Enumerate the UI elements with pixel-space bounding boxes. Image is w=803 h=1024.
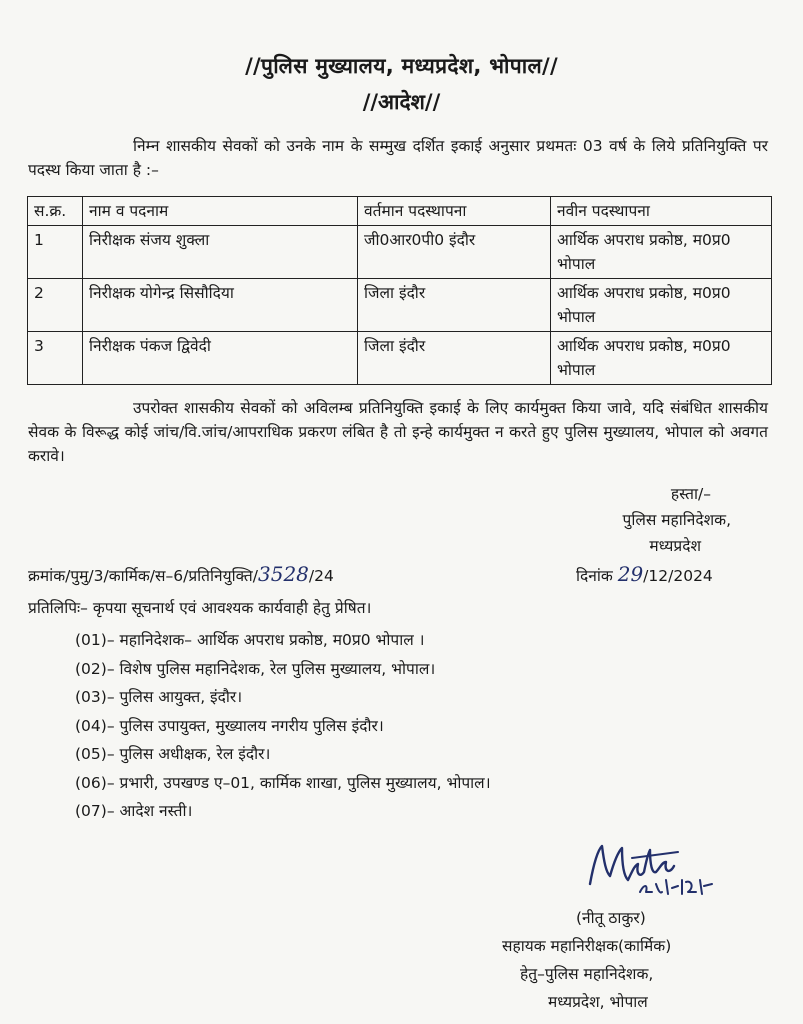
cell-sno: 3 (28, 332, 83, 385)
copy-to-list (75, 626, 715, 826)
list-item: (01)– महानिदेशक– आर्थिक अपराध प्रकोष्ठ, म0प्र0 भोपाल । (75, 631, 425, 649)
reference-line (28, 562, 748, 586)
signatory-designation: सहायक महानिरीक्षक(कार्मिक) (502, 937, 672, 955)
order-heading: //आदेश// (362, 90, 441, 114)
posting-table (27, 196, 772, 385)
cell-new: आर्थिक अपराध प्रकोष्ठ, म0प्र0 भोपाल (551, 332, 772, 385)
reference-suffix: /24 (308, 567, 334, 585)
cell-name: निरीक्षक योगेन्द्र सिसौदिया (83, 279, 358, 332)
handwritten-signature (582, 832, 722, 902)
col-header-sno: स.क्र. (28, 197, 83, 226)
cell-sno: 1 (28, 226, 83, 279)
table-row (28, 279, 772, 332)
dg-designation: पुलिस महानिदेशक, (622, 511, 731, 529)
reference-number: 3528 (258, 562, 309, 586)
office-heading: //पुलिस मुख्यालय, मध्यप्रदेश, भोपाल// (245, 54, 558, 78)
intro-paragraph: निम्न शासकीय सेवकों को उनके नाम के सम्मुख दर्शित इकाई अनुसार प्रथमतः 03 वर्ष के लिये प्रतिनियुक्ति पर पदस्थ किया जाता है :– (28, 137, 768, 179)
date-rest: /12/2024 (643, 567, 713, 585)
signatory-place: मध्यप्रदेश, भोपाल (548, 993, 648, 1011)
cell-current: जिला इंदौर (358, 332, 551, 385)
date-label: दिनांक (576, 567, 613, 585)
signatory-on-behalf: हेतु–पुलिस महानिदेशक, (520, 965, 654, 983)
list-item: (07)– आदेश नस्ती। (75, 802, 193, 820)
order-date (576, 562, 713, 586)
instruction-paragraph: उपरोक्त शासकीय सेवकों को अविलम्ब प्रतिनियुक्ति इकाई के लिए कार्यमुक्त किया जावे, यदि संबंधित शासकीय सेवक के विरूद्ध कोई जांच/वि.जांच/आपराधिक प्रकरण लंबित है तो इन्हे कार्यमुक्त न करते हुए पुलिस मुख्यालय, भोपाल को अवगत करावे। (28, 399, 768, 465)
col-header-current: वर्तमान पदस्थापना (358, 197, 551, 226)
list-item: (03)– पुलिस आयुक्त, इंदौर। (75, 688, 243, 706)
cell-new: आर्थिक अपराध प्रकोष्ठ, म0प्र0 भोपाल (551, 226, 772, 279)
list-item: (05)– पुलिस अधीक्षक, रेल इंदौर। (75, 745, 271, 763)
table-row (28, 332, 772, 385)
table-header-row (28, 197, 772, 226)
cell-name: निरीक्षक संजय शुक्ला (83, 226, 358, 279)
dg-state: मध्यप्रदेश (649, 537, 701, 555)
list-item: (06)– प्रभारी, उपखण्ड ए–01, कार्मिक शाखा, पुलिस मुख्यालय, भोपाल। (75, 773, 491, 792)
col-header-name: नाम व पदनाम (83, 197, 358, 226)
date-day: 29 (617, 562, 644, 586)
signed-mark: हस्ता/– (670, 485, 711, 503)
cell-current: जी0आर0पी0 इंदौर (358, 226, 551, 279)
list-item: (02)– विशेष पुलिस महानिदेशक, रेल पुलिस मुख्यालय, भोपाल। (75, 659, 436, 678)
reference-prefix: क्रमांक/पुमु/3/कार्मिक/स–6/प्रतिनियुक्ति/ (28, 567, 258, 585)
col-header-new: नवीन पदस्थापना (551, 197, 772, 226)
cell-current: जिला इंदौर (358, 279, 551, 332)
list-item: (04)– पुलिस उपायुक्त, मुख्यालय नगरीय पुलिस इंदौर। (75, 716, 384, 735)
copy-to-heading: प्रतिलिपिः– कृपया सूचनार्थ एवं आवश्यक कार्यवाही हेतु प्रेषित। (28, 599, 372, 617)
cell-sno: 2 (28, 279, 83, 332)
cell-new: आर्थिक अपराध प्रकोष्ठ, म0प्र0 भोपाल (551, 279, 772, 332)
cell-name: निरीक्षक पंकज द्विवेदी (83, 332, 358, 385)
table-row (28, 226, 772, 279)
signatory-name: (नीतू ठाकुर) (576, 909, 646, 927)
